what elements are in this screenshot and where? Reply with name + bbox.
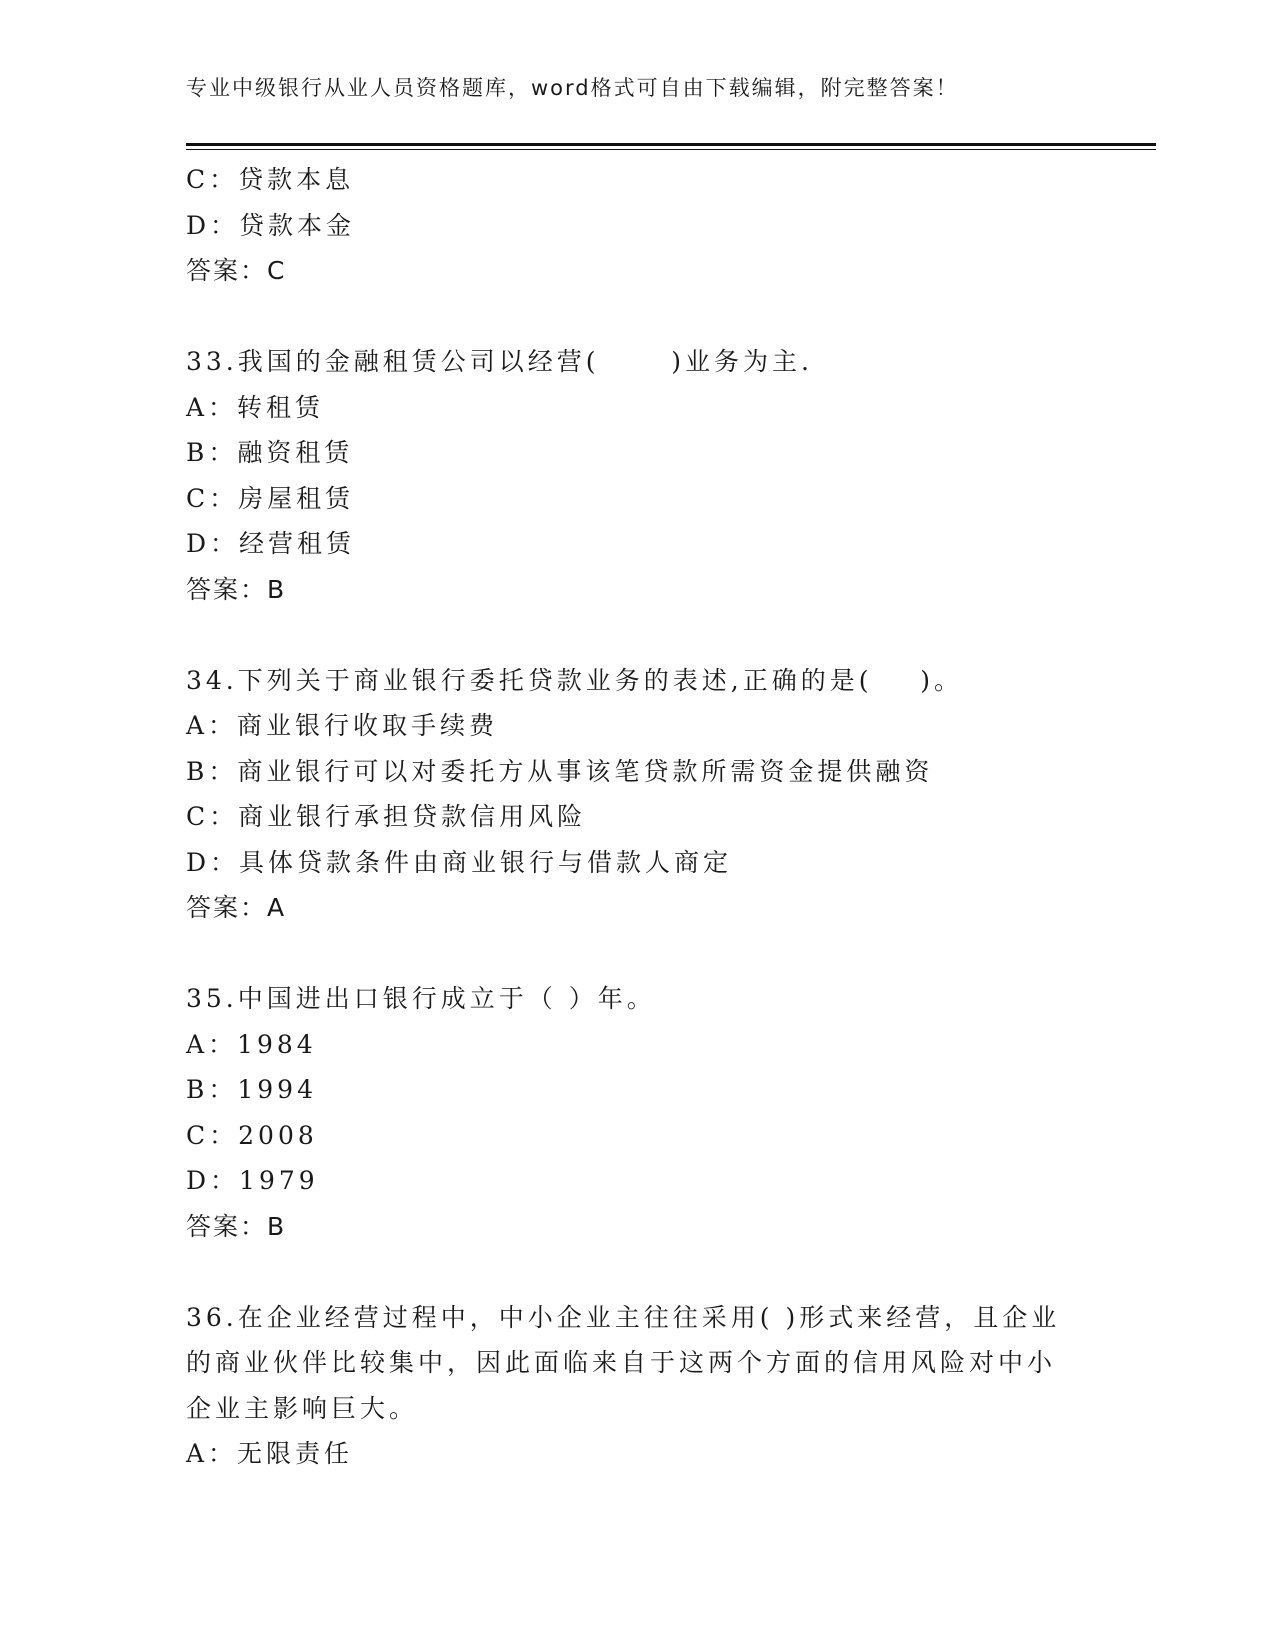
option-c: C：商业银行承担贷款信用风险 [186,802,587,831]
answer: 答案：B [186,574,287,604]
answer: 答案：A [186,893,287,922]
question-stem-line: 企业主影响巨大。 [186,1393,419,1423]
question-stem-line: 的商业伙伴比较集中，因此面临来自于这两个方面的信用风险对中小 [186,1348,1057,1377]
option-c: C：房屋租赁 [186,483,355,513]
answer: 答案：B [186,1211,287,1241]
page-header: 专业中级银行从业人员资格题库，word格式可自由下载编辑，附完整答案！ [186,76,959,100]
answer: 答案：C [186,256,287,285]
header-rule-thin [186,149,1156,150]
option-d: D：经营租赁 [186,529,356,558]
option-d: D：1979 [186,1166,319,1195]
option-a: A：1984 [186,1029,317,1059]
option-a: A：商业银行收取手续费 [186,711,499,740]
option-d: D：贷款本金 [186,210,356,240]
option-b: B：融资租赁 [186,438,354,467]
option-a: A：无限责任 [186,1439,354,1468]
option-b: B：商业银行可以对委托方从事该笔贷款所需资金提供融资 [186,756,934,786]
option-a: A：转租赁 [186,392,325,422]
header-rule-thick [186,143,1156,146]
question-stem: 34.下列关于商业银行委托贷款业务的表述,正确的是( )。 [186,665,964,695]
option-c: C：贷款本息 [186,165,355,194]
question-content [186,157,1086,1477]
question-stem-line: 36.在企业经营过程中，中小企业主往往采用( )形式来经营，且企业 [186,1302,1061,1332]
question-stem: 33.我国的金融租赁公司以经营( )业务为主. [186,347,813,376]
option-b: B：1994 [186,1075,317,1104]
question-stem: 35.中国进出口银行成立于（ ）年。 [186,984,656,1013]
option-c: C：2008 [186,1120,318,1150]
option-d: D：具体贷款条件由商业银行与借款人商定 [186,847,733,877]
